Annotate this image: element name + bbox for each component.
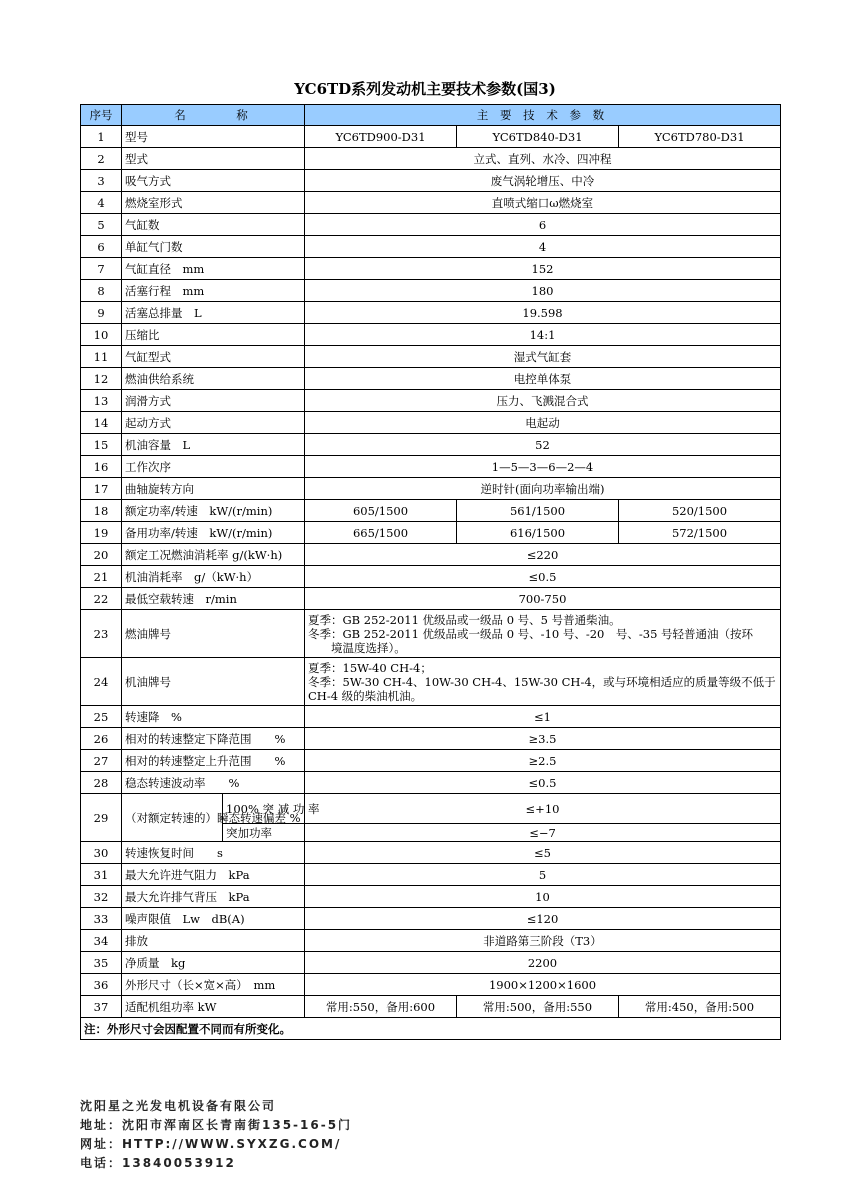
row-no: 21 xyxy=(81,566,122,588)
row-no: 7 xyxy=(81,258,122,280)
row-name: 燃烧室形式 xyxy=(122,192,305,214)
row-name: 气缸数 xyxy=(122,214,305,236)
row-value: 常用:500，备用:550 xyxy=(457,996,619,1018)
oil-winter: 冬季：5W-30 CH-4、10W-30 CH-4、15W-30 CH-4，或与环境相适应的质量等级不低于 xyxy=(308,674,776,689)
table-row xyxy=(81,280,781,302)
row-no: 26 xyxy=(81,728,122,750)
row-no: 16 xyxy=(81,456,122,478)
row-value: 1900×1200×1600 xyxy=(305,974,781,996)
row-name: 相对的转速整定下降范围 % xyxy=(122,728,305,750)
company-website[interactable]: 网址：HTTP://WWW.SYXZG.COM/ xyxy=(80,1137,342,1151)
row-name: 型号 xyxy=(122,126,305,148)
row-value: 561/1500 xyxy=(457,500,619,522)
table-row xyxy=(81,772,781,794)
oil-winter-cont: CH-4 级的柴油机油。 xyxy=(308,688,423,703)
row-name: 气缸直径 mm xyxy=(122,258,305,280)
table-row xyxy=(81,588,781,610)
row-value: 572/1500 xyxy=(619,522,781,544)
row-value: 1—5—3—6—2—4 xyxy=(305,456,781,478)
table-row xyxy=(81,412,781,434)
table-row xyxy=(81,996,781,1018)
table-row xyxy=(81,456,781,478)
row-no: 19 xyxy=(81,522,122,544)
row-value: 616/1500 xyxy=(457,522,619,544)
row-name: 活塞行程 mm xyxy=(122,280,305,302)
row-value: 605/1500 xyxy=(305,500,457,522)
table-row xyxy=(81,566,781,588)
row-no: 6 xyxy=(81,236,122,258)
row-no: 17 xyxy=(81,478,122,500)
row-value: ≤0.5 xyxy=(305,772,781,794)
row-value: 10 xyxy=(305,886,781,908)
fuel-winter-cont: 境温度选择）。 xyxy=(308,640,406,655)
row-name: 润滑方式 xyxy=(122,390,305,412)
row-no: 25 xyxy=(81,706,122,728)
row-no: 23 xyxy=(81,610,122,658)
row-value: 14:1 xyxy=(305,324,781,346)
row-name: 机油容量 L xyxy=(122,434,305,456)
row-name: 外形尺寸（长×宽×高） mm xyxy=(122,974,305,996)
table-row xyxy=(81,610,781,658)
row-value: 非道路第三阶段（T3） xyxy=(305,930,781,952)
row-no: 29 xyxy=(81,794,122,842)
row-name: 最低空载转速 r/min xyxy=(122,588,305,610)
row-no: 35 xyxy=(81,952,122,974)
row-no: 22 xyxy=(81,588,122,610)
table-row xyxy=(81,500,781,522)
table-row xyxy=(81,258,781,280)
row-no: 18 xyxy=(81,500,122,522)
row-name: 最大允许排气背压 kPa xyxy=(122,886,305,908)
row-no: 4 xyxy=(81,192,122,214)
row-value: 2200 xyxy=(305,952,781,974)
table-row xyxy=(81,794,781,824)
company-phone: 电话：13840053912 xyxy=(80,1156,236,1170)
model-3: YC6TD780-D31 xyxy=(619,126,781,148)
row-value: ≤+10 xyxy=(305,794,781,824)
row-value: ≤220 xyxy=(305,544,781,566)
row-value: 4 xyxy=(305,236,781,258)
row-value: 52 xyxy=(305,434,781,456)
table-row xyxy=(81,930,781,952)
row-name: 单缸气门数 xyxy=(122,236,305,258)
row-name: 机油牌号 xyxy=(122,658,305,706)
table-row xyxy=(81,434,781,456)
row-value: 19.598 xyxy=(305,302,781,324)
company-name: 沈阳星之光发电机设备有限公司 xyxy=(80,1099,277,1113)
table-row xyxy=(81,192,781,214)
header-name: 名 称 xyxy=(122,105,305,126)
row-value: 665/1500 xyxy=(305,522,457,544)
table-row xyxy=(81,148,781,170)
row-no: 20 xyxy=(81,544,122,566)
row-no: 9 xyxy=(81,302,122,324)
row-no: 12 xyxy=(81,368,122,390)
row-name: 燃油牌号 xyxy=(122,610,305,658)
row-value: 直喷式缩口ω燃烧室 xyxy=(305,192,781,214)
row-no: 34 xyxy=(81,930,122,952)
table-row xyxy=(81,842,781,864)
sub-label-add: 突加功率 xyxy=(223,824,305,842)
row-value: 5 xyxy=(305,864,781,886)
row-name: 吸气方式 xyxy=(122,170,305,192)
row-no: 5 xyxy=(81,214,122,236)
row-name: 燃油供给系统 xyxy=(122,368,305,390)
table-row xyxy=(81,478,781,500)
row-name: 适配机组功率 kW xyxy=(122,996,305,1018)
row-value: 逆时针(面向功率输出端) xyxy=(305,478,781,500)
row-no: 15 xyxy=(81,434,122,456)
row-no: 10 xyxy=(81,324,122,346)
row-no: 3 xyxy=(81,170,122,192)
table-row xyxy=(81,750,781,772)
table-header-row xyxy=(81,105,781,126)
fuel-winter: 冬季：GB 252-2011 优级品或一级品 0 号、-10 号、-20 号、-35 号轻普通油（按环 xyxy=(308,626,754,641)
table-row xyxy=(81,658,781,706)
row-name: 活塞总排量 L xyxy=(122,302,305,324)
row-no: 24 xyxy=(81,658,122,706)
table-row xyxy=(81,864,781,886)
row-name: 净质量 kg xyxy=(122,952,305,974)
row-no: 33 xyxy=(81,908,122,930)
row-value: ≤5 xyxy=(305,842,781,864)
row-value: 废气涡轮增压、中冷 xyxy=(305,170,781,192)
row-value: ≤−7 xyxy=(305,824,781,842)
table-row xyxy=(81,390,781,412)
row-value: 常用:550，备用:600 xyxy=(305,996,457,1018)
row-no: 11 xyxy=(81,346,122,368)
row-name: 工作次序 xyxy=(122,456,305,478)
oil-summer: 夏季：15W-40 CH-4； xyxy=(308,660,432,675)
row-no: 8 xyxy=(81,280,122,302)
row-name: 气缸型式 xyxy=(122,346,305,368)
model-2: YC6TD840-D31 xyxy=(457,126,619,148)
row-value: 常用:450，备用:500 xyxy=(619,996,781,1018)
row-name: 稳态转速波动率 % xyxy=(122,772,305,794)
table-row xyxy=(81,974,781,996)
row-name: 起动方式 xyxy=(122,412,305,434)
company-address: 地址：沈阳市浑南区长青南街135-16-5门 xyxy=(80,1118,353,1132)
row-value: 立式、直列、水冷、四冲程 xyxy=(305,148,781,170)
row-value: 压力、飞溅混合式 xyxy=(305,390,781,412)
row-name: 相对的转速整定上升范围 % xyxy=(122,750,305,772)
table-row xyxy=(81,728,781,750)
table-row xyxy=(81,346,781,368)
table-row xyxy=(81,324,781,346)
row-value: 700-750 xyxy=(305,588,781,610)
page-title: YC6TD系列发动机主要技术参数(国3) xyxy=(294,80,556,98)
row-name: 转速降 % xyxy=(122,706,305,728)
fuel-summer: 夏季：GB 252-2011 优级品或一级品 0 号、5 号普通柴油。 xyxy=(308,612,621,627)
row-name: 型式 xyxy=(122,148,305,170)
row-name: 转速恢复时间 s xyxy=(122,842,305,864)
table-row xyxy=(81,368,781,390)
table-row xyxy=(81,544,781,566)
row-no: 27 xyxy=(81,750,122,772)
row-value: ≥3.5 xyxy=(305,728,781,750)
row-name: 备用功率/转速 kW/(r/min) xyxy=(122,522,305,544)
row-value: ≤120 xyxy=(305,908,781,930)
oil-grade-text xyxy=(305,658,781,706)
header-no: 序号 xyxy=(81,105,122,126)
row-value: 520/1500 xyxy=(619,500,781,522)
table-row xyxy=(81,302,781,324)
row-name: 曲轴旋转方向 xyxy=(122,478,305,500)
table-row xyxy=(81,952,781,974)
row-no: 37 xyxy=(81,996,122,1018)
table-row xyxy=(81,170,781,192)
table-note: 注：外形尺寸会因配置不同而有所变化。 xyxy=(81,1018,781,1040)
row-value: ≥2.5 xyxy=(305,750,781,772)
sub-label-drop: 100% 突 减 功 率 xyxy=(223,794,305,824)
table-row xyxy=(81,706,781,728)
table-row xyxy=(81,522,781,544)
spec-table xyxy=(80,104,781,1040)
row-value: 180 xyxy=(305,280,781,302)
fuel-grade-text xyxy=(305,610,781,658)
row-no: 30 xyxy=(81,842,122,864)
row-value: 电起动 xyxy=(305,412,781,434)
row-no: 28 xyxy=(81,772,122,794)
model-1: YC6TD900-D31 xyxy=(305,126,457,148)
table-row xyxy=(81,214,781,236)
note-row xyxy=(81,1018,781,1040)
table-row xyxy=(81,236,781,258)
row-name: 压缩比 xyxy=(122,324,305,346)
row-name: （对额定转速的）瞬态转速偏差 % xyxy=(122,794,223,842)
row-value: ≤0.5 xyxy=(305,566,781,588)
row-no: 14 xyxy=(81,412,122,434)
row-name: 额定功率/转速 kW/(r/min) xyxy=(122,500,305,522)
row-name: 噪声限值 Lw dB(A) xyxy=(122,908,305,930)
row-name: 机油消耗率 g/（kW·h） xyxy=(122,566,305,588)
table-row xyxy=(81,126,781,148)
row-no: 13 xyxy=(81,390,122,412)
table-row xyxy=(81,886,781,908)
row-value: ≤1 xyxy=(305,706,781,728)
row-name: 最大允许进气阻力 kPa xyxy=(122,864,305,886)
row-value: 湿式气缸套 xyxy=(305,346,781,368)
row-value: 电控单体泵 xyxy=(305,368,781,390)
row-no: 2 xyxy=(81,148,122,170)
row-value: 6 xyxy=(305,214,781,236)
row-name: 额定工况燃油消耗率 g/(kW·h) xyxy=(122,544,305,566)
row-name: 排放 xyxy=(122,930,305,952)
table-row xyxy=(81,908,781,930)
row-no: 32 xyxy=(81,886,122,908)
row-value: 152 xyxy=(305,258,781,280)
header-spec: 主 要 技 术 参 数 xyxy=(305,105,781,126)
row-no: 1 xyxy=(81,126,122,148)
row-no: 36 xyxy=(81,974,122,996)
row-no: 31 xyxy=(81,864,122,886)
company-footer xyxy=(80,1097,352,1173)
